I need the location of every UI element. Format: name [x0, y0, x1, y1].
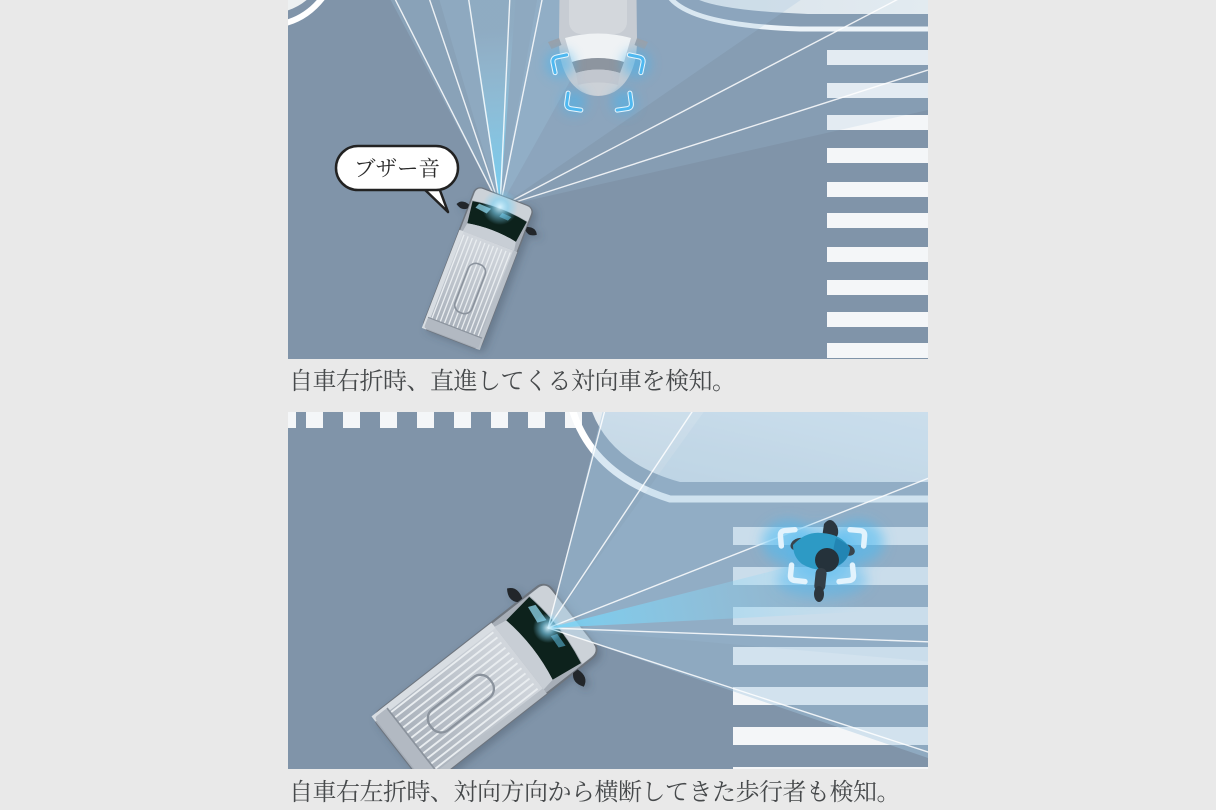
illustration-turn-pedestrian: [288, 412, 928, 769]
speech-bubble-label: ブザー音: [353, 157, 441, 181]
sensor-glow: [482, 189, 518, 225]
illustration-right-turn-oncoming-car: [288, 0, 928, 359]
sensor-glow: [533, 613, 563, 643]
caption-right-turn: 自車右折時、直進してくる対向車を検知。: [289, 368, 736, 395]
caption-turn-pedestrian: 自車右左折時、対向方向から横断してきた歩行者も検知。: [289, 779, 900, 806]
